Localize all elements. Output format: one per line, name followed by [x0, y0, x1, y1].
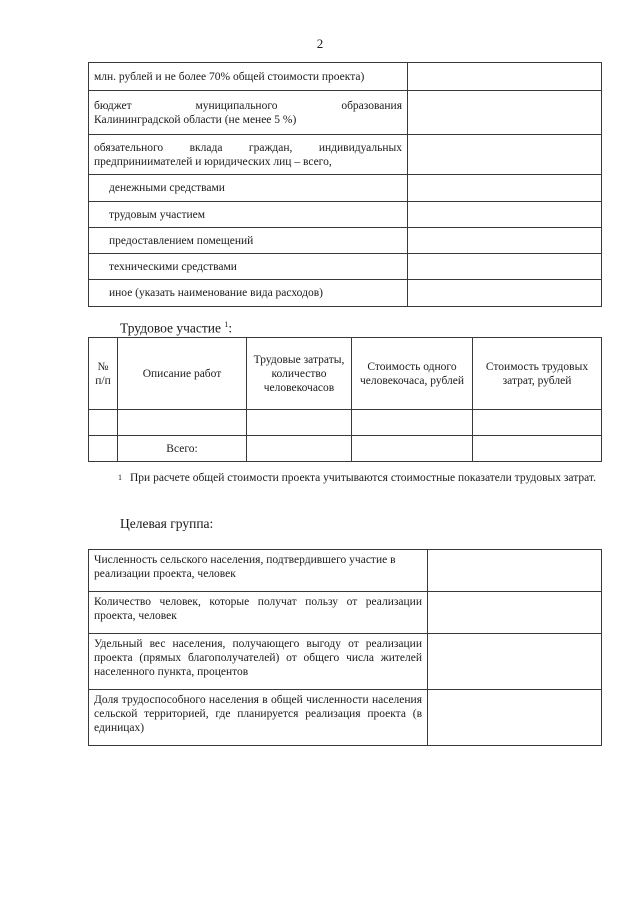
- table-row: [89, 410, 602, 436]
- table-cell: [352, 410, 473, 436]
- target-value: [428, 592, 602, 634]
- financing-label: предоставлением помещений: [89, 228, 408, 254]
- labor-heading-footnote-ref: 1: [224, 320, 229, 329]
- target-heading: Целевая группа:: [120, 516, 214, 531]
- column-header: № п/п: [89, 338, 118, 410]
- table-row: [89, 254, 602, 280]
- financing-label-line: предприниимателей и юридических лиц – всего,: [94, 155, 332, 168]
- target-value: [428, 634, 602, 690]
- table-row: [89, 135, 602, 175]
- table-row: [89, 690, 602, 746]
- total-label: Всего:: [118, 436, 247, 462]
- financing-label: млн. рублей и не более 70% общей стоимости проекта): [89, 63, 408, 91]
- table-cell: [352, 436, 473, 462]
- financing-value: [408, 175, 602, 202]
- target-group-table: [88, 549, 602, 746]
- target-value: [428, 550, 602, 592]
- financing-value: [408, 254, 602, 280]
- financing-label: техническими средствами: [89, 254, 408, 280]
- table-cell: [118, 410, 247, 436]
- footnote-marker: 1: [118, 473, 122, 482]
- financing-value: [408, 63, 602, 91]
- labor-heading-colon: :: [228, 320, 233, 336]
- labor-table: [88, 337, 602, 462]
- financing-value: [408, 280, 602, 307]
- table-header-row: [89, 338, 602, 410]
- column-header: Стоимость трудовых затрат, рублей: [473, 338, 602, 410]
- page-number: 2: [316, 36, 324, 51]
- table-row: [89, 280, 602, 307]
- column-header: Трудовые затраты, количество человекочасов: [247, 338, 352, 410]
- table-cell: [247, 410, 352, 436]
- table-row: [89, 228, 602, 254]
- table-row: [89, 634, 602, 690]
- financing-label: [89, 91, 408, 135]
- financing-label-line: обязательного вклада граждан, индивидуальных: [94, 141, 402, 154]
- footnote: [88, 470, 602, 486]
- table-row: [89, 550, 602, 592]
- labor-heading-text: Трудовое участие: [120, 320, 222, 336]
- target-label: Удельный вес населения, получающего выгоду от реализации проекта (прямых благополучателей) от общего числа жителей населенного пункта, процентов: [89, 634, 428, 690]
- table-cell: [247, 436, 352, 462]
- financing-label-line: бюджет муниципального образования: [94, 99, 402, 112]
- target-label: Количество человек, которые получат пользу от реализации проекта, человек: [89, 592, 428, 634]
- financing-label: иное (указать наименование вида расходов): [89, 280, 408, 307]
- table-row: [89, 202, 602, 228]
- target-value: [428, 690, 602, 746]
- column-header: Описание работ: [118, 338, 247, 410]
- financing-label: трудовым участием: [89, 202, 408, 228]
- table-row: [89, 63, 602, 91]
- financing-value: [408, 135, 602, 175]
- table-row: [89, 91, 602, 135]
- table-row: [89, 592, 602, 634]
- table-cell: [473, 410, 602, 436]
- labor-heading: [120, 320, 232, 337]
- financing-table: [88, 62, 602, 307]
- financing-label: [89, 135, 408, 175]
- table-cell: [473, 436, 602, 462]
- financing-value: [408, 202, 602, 228]
- financing-label-line: Калининградской области (не менее 5 %): [94, 113, 297, 126]
- target-label: Численность сельского населения, подтвердившего участие в реализации проекта, человек: [89, 550, 428, 592]
- financing-value: [408, 91, 602, 135]
- table-row: [89, 175, 602, 202]
- table-cell: [89, 410, 118, 436]
- footnote-text: При расчете общей стоимости проекта учитываются стоимостные показатели трудовых затрат.: [130, 472, 596, 484]
- table-total-row: [89, 436, 602, 462]
- target-label: Доля трудоспособного населения в общей численности населения сельской территорией, где планируется реализация проекта (в единицах): [89, 690, 428, 746]
- table-cell: [89, 436, 118, 462]
- column-header: Стоимость одного человекочаса, рублей: [352, 338, 473, 410]
- financing-label: денежными средствами: [89, 175, 408, 202]
- financing-value: [408, 228, 602, 254]
